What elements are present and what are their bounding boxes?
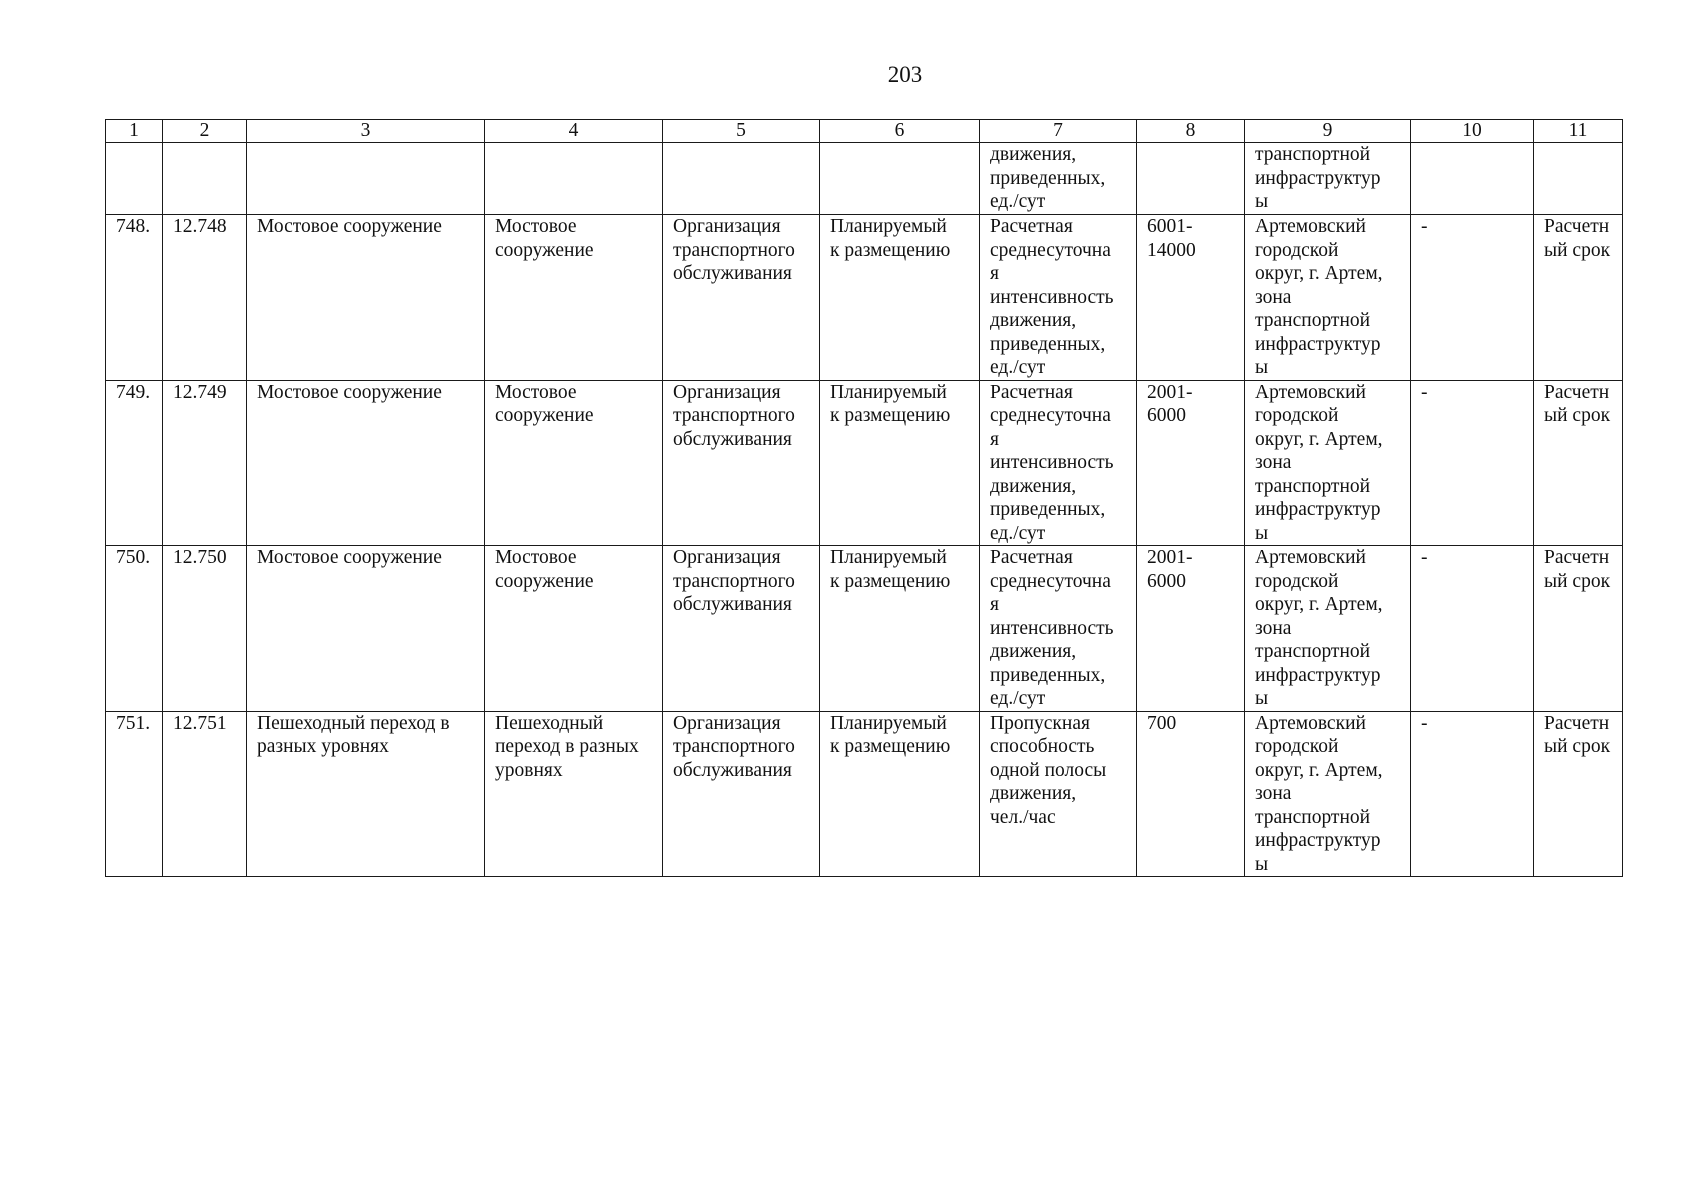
table-cell: [1534, 143, 1623, 215]
table-cell: [163, 143, 247, 215]
object-name: Пешеходный переход в разных уровнях: [247, 711, 485, 877]
table-cell: транспортной инфраструктур ы: [1245, 143, 1411, 215]
table-cell: движения, приведенных, ед./сут: [980, 143, 1137, 215]
deadline: Расчетн ый срок: [1534, 215, 1623, 381]
row-number: 750.: [106, 546, 163, 712]
deadline: Расчетн ый срок: [1534, 546, 1623, 712]
object-code: 12.751: [163, 711, 247, 877]
characteristic-value: 2001- 6000: [1137, 546, 1245, 712]
characteristic-value: 700: [1137, 711, 1245, 877]
table-row: [106, 546, 1623, 712]
column-number: 8: [1137, 120, 1245, 143]
object-status: Планируемый к размещению: [820, 546, 980, 712]
object-purpose: Организация транспортного обслуживания: [663, 380, 820, 546]
column-number: 3: [247, 120, 485, 143]
object-name: Мостовое сооружение: [247, 215, 485, 381]
table-cell: [663, 143, 820, 215]
object-purpose: Организация транспортного обслуживания: [663, 546, 820, 712]
column-number: 10: [1411, 120, 1534, 143]
column-number-row: [106, 120, 1623, 143]
location: Артемовский городской округ, г. Артем, зона транспортной инфраструктур ы: [1245, 546, 1411, 712]
table-cell: [247, 143, 485, 215]
object-type: Мостовое сооружение: [485, 380, 663, 546]
object-type: Пешеходный переход в разных уровнях: [485, 711, 663, 877]
location: Артемовский городской округ, г. Артем, зона транспортной инфраструктур ы: [1245, 711, 1411, 877]
page-number: 203: [887, 62, 923, 87]
table-row: [106, 380, 1623, 546]
column-number: 6: [820, 120, 980, 143]
row-number: 748.: [106, 215, 163, 381]
object-code: 12.750: [163, 546, 247, 712]
object-code: 12.748: [163, 215, 247, 381]
column-number: 4: [485, 120, 663, 143]
object-status: Планируемый к размещению: [820, 215, 980, 381]
table-cell: [106, 143, 163, 215]
object-status: Планируемый к размещению: [820, 380, 980, 546]
deadline: Расчетн ый срок: [1534, 711, 1623, 877]
zone-info: -: [1411, 711, 1534, 877]
zone-info: -: [1411, 546, 1534, 712]
object-purpose: Организация транспортного обслуживания: [663, 215, 820, 381]
column-number: 1: [106, 120, 163, 143]
location: Артемовский городской округ, г. Артем, зона транспортной инфраструктур ы: [1245, 380, 1411, 546]
characteristic: Расчетная среднесуточна я интенсивность движения, приведенных, ед./сут: [980, 215, 1137, 381]
table-row: [106, 215, 1623, 381]
object-name: Мостовое сооружение: [247, 546, 485, 712]
object-status: Планируемый к размещению: [820, 711, 980, 877]
zone-info: -: [1411, 380, 1534, 546]
column-number: 5: [663, 120, 820, 143]
object-purpose: Организация транспортного обслуживания: [663, 711, 820, 877]
table-cell: [820, 143, 980, 215]
column-number: 9: [1245, 120, 1411, 143]
characteristic: Расчетная среднесуточна я интенсивность движения, приведенных, ед./сут: [980, 546, 1137, 712]
column-number: 2: [163, 120, 247, 143]
characteristic-value: 2001- 6000: [1137, 380, 1245, 546]
row-number: 749.: [106, 380, 163, 546]
deadline: Расчетн ый срок: [1534, 380, 1623, 546]
table-row: [106, 711, 1623, 877]
column-number: 7: [980, 120, 1137, 143]
column-number: 11: [1534, 120, 1623, 143]
object-type: Мостовое сооружение: [485, 215, 663, 381]
characteristic: Пропускная способность одной полосы движения, чел./час: [980, 711, 1137, 877]
location: Артемовский городской округ, г. Артем, зона транспортной инфраструктур ы: [1245, 215, 1411, 381]
table-cell: [1137, 143, 1245, 215]
objects-table: [105, 119, 1623, 877]
row-number: 751.: [106, 711, 163, 877]
characteristic: Расчетная среднесуточна я интенсивность движения, приведенных, ед./сут: [980, 380, 1137, 546]
zone-info: -: [1411, 215, 1534, 381]
object-type: Мостовое сооружение: [485, 546, 663, 712]
object-code: 12.749: [163, 380, 247, 546]
characteristic-value: 6001- 14000: [1137, 215, 1245, 381]
continuation-row: [106, 143, 1623, 215]
table-cell: [485, 143, 663, 215]
object-name: Мостовое сооружение: [247, 380, 485, 546]
table-cell: [1411, 143, 1534, 215]
